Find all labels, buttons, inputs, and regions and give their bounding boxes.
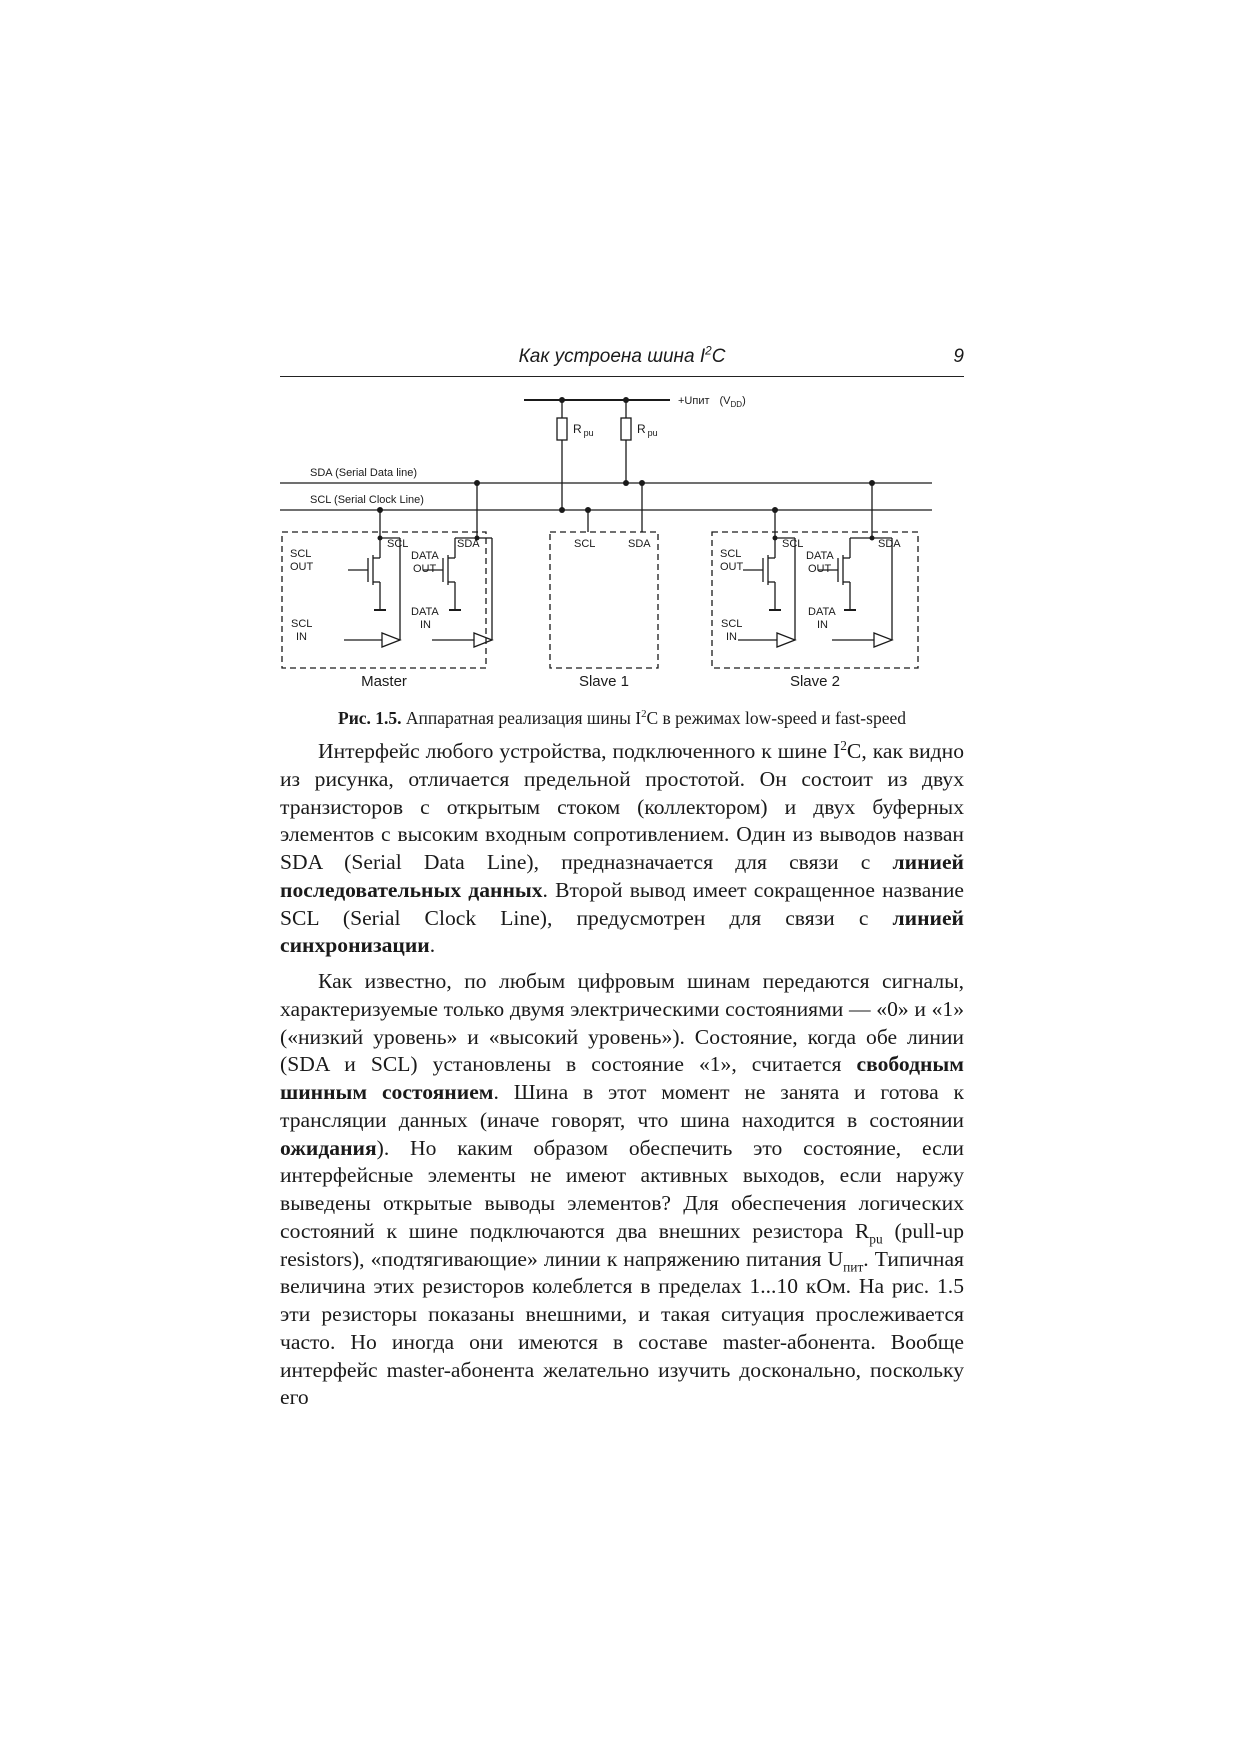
slave2-scl-in-1: SCL bbox=[721, 618, 743, 630]
scl-line-label: SCL (Serial Clock Line) bbox=[310, 494, 424, 506]
p2-text-2: . Шина в этот момент не занята и готова к трансляции данных (иначе говорят, что шина находится в состоянии bbox=[280, 1080, 964, 1132]
p2-text-4: (pull-up resistors), «подтягивающие» линии к напряжению питания U bbox=[280, 1218, 965, 1271]
p1-bold-2: линией синхронизации bbox=[280, 905, 964, 958]
slave1-pin-scl: SCL bbox=[574, 538, 596, 550]
slave2-data-in-1: DATA bbox=[808, 606, 836, 618]
master-scl-in-2: IN bbox=[296, 631, 307, 643]
slave1-label: Slave 1 bbox=[578, 673, 630, 690]
master-scl-out-2: OUT bbox=[290, 561, 314, 573]
p1-text-4: . bbox=[429, 933, 436, 958]
slave2-scl-out-1: SCL bbox=[720, 548, 742, 560]
caption-label: Рис. 1.5. bbox=[338, 708, 402, 728]
paragraph-2 bbox=[280, 968, 964, 1412]
master-pin-scl: SCL bbox=[387, 538, 409, 550]
p2-sub-2: пит bbox=[843, 1258, 864, 1274]
slave2-data-out-1: DATA bbox=[806, 550, 834, 562]
master-scl-out-1: SCL bbox=[290, 548, 312, 560]
master-data-in-1: DATA bbox=[411, 606, 439, 618]
slave2-pin-scl: SCL bbox=[782, 538, 804, 550]
caption-text: Аппаратная реализация шины I bbox=[401, 708, 642, 728]
slave2-pin-sda: SDA bbox=[878, 538, 901, 550]
p2-text-3: ). Но каким образом обеспечить это состояние, если интерфейсные элементы не имеют активных выходов, если наружу выведены открытые выводы элементов? Для обеспечения логических состояний к шине подключаются два внешних резистора R bbox=[280, 1135, 964, 1243]
master-scl-in-1: SCL bbox=[291, 618, 313, 630]
slave2-scl-out-2: OUT bbox=[720, 561, 744, 573]
p2-sub-1: pu bbox=[869, 1231, 883, 1247]
caption-text-suffix: C в режимах low-speed и fast-speed bbox=[646, 708, 906, 728]
figure-caption bbox=[280, 708, 964, 729]
p1-bold-1: линией последовательных данных bbox=[280, 850, 964, 902]
p1-sup: 2 bbox=[840, 737, 847, 753]
slave2-scl-in-2: IN bbox=[726, 631, 737, 643]
body-text bbox=[280, 738, 964, 1420]
p1-text-1: Интерфейс любого устройства, подключенного к шине I bbox=[318, 739, 841, 763]
running-title-sup: 2 bbox=[705, 344, 712, 358]
page-number: 9 bbox=[953, 346, 964, 367]
p2-text-5: . Типичная величина этих резисторов колеблется в пределах 1...10 кОм. На рис. 1.5 эти резисторы показаны внешними, и такая ситуация прослеживается часто. Но иногда они имеются в составе master-абонента. Вообще интерфейс master-абонента желательно изучить досконально, поскольку его bbox=[280, 1246, 964, 1410]
page-header bbox=[280, 346, 964, 377]
slave2-label: Slave 2 bbox=[789, 673, 841, 690]
paragraph-1 bbox=[280, 738, 964, 960]
i2c-circuit-diagram bbox=[280, 390, 964, 702]
master-data-out-1: DATA bbox=[411, 550, 439, 562]
p2-text-1: Как известно, по любым цифровым шинам передаются сигналы, характеризуемые только двумя электрическими состояниями — «0» и «1» («низкий уровень» и «высокий уровень»). Состояние, когда обе линии (SDA и SCL) установлены в состояние «1», считается bbox=[280, 969, 964, 1077]
sda-line-label: SDA (Serial Data line) bbox=[310, 467, 417, 479]
master-pin-sda: SDA bbox=[457, 538, 480, 550]
slave2-data-out-2: OUT bbox=[808, 563, 832, 575]
p1-text-3: . Второй вывод имеет сокращенное название SCL (Serial Clock Line), предусмотрен для связи с bbox=[280, 877, 964, 930]
p2-bold-1: свободным шинным состоянием bbox=[280, 1052, 964, 1104]
running-title-text: Как устроена шина I bbox=[518, 346, 706, 367]
resistor-label-1: R $_{pu}$ bbox=[573, 422, 594, 438]
resistor-label-2: R $_{pu}$ bbox=[637, 422, 658, 438]
slave2-data-in-2: IN bbox=[817, 619, 828, 631]
running-title-suffix: C bbox=[711, 346, 726, 367]
master-label: Master bbox=[361, 673, 407, 690]
master-data-in-2: IN bbox=[420, 619, 431, 631]
running-title bbox=[280, 346, 964, 368]
master-data-out-2: OUT bbox=[413, 563, 437, 575]
p2-bold-2: ожидания bbox=[280, 1135, 377, 1160]
caption-sup: 2 bbox=[641, 708, 647, 721]
p1-text-2: C, как видно из рисунка, отличается предельной простотой. Он состоит из двух транзисторов с открытым стоком (коллектором) и двух буферных элементов с высоким входным сопротивлением. Один из выводов назван SDA (Serial Data Line), предназначается для связи с bbox=[280, 739, 964, 874]
supply-label: +Uпит $(V_{DD})$ bbox=[678, 395, 746, 409]
slave1-pin-sda: SDA bbox=[628, 538, 651, 550]
